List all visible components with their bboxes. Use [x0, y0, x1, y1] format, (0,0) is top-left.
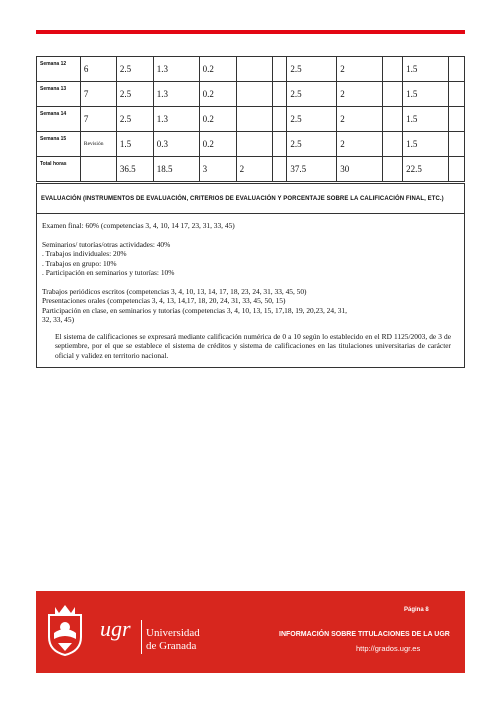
ugr-wordmark: ugr: [100, 616, 131, 641]
table-cell: [383, 107, 403, 132]
table-cell: 1.3: [153, 57, 199, 82]
table-cell: 2.5: [116, 107, 153, 132]
table-cell: 30: [337, 157, 383, 182]
table-cell: [383, 132, 403, 157]
table-cell: [273, 107, 287, 132]
table-cell: [236, 82, 273, 107]
page-number: Página 8: [404, 607, 429, 613]
table-cell: [236, 132, 273, 157]
table-cell: 0.2: [199, 107, 236, 132]
week-label: Total horas: [37, 157, 81, 182]
seminars-line: Seminarios/ tutorías/otras actividades: 40%: [42, 239, 171, 249]
table-cell: [236, 57, 273, 82]
table-cell: 2.5: [287, 57, 337, 82]
evaluation-section: [36, 183, 465, 368]
table-cell: [236, 107, 273, 132]
table-cell: 2: [337, 107, 383, 132]
table-cell: 6: [80, 57, 116, 82]
table-cell: 7: [80, 107, 116, 132]
table-cell: 0.3: [153, 132, 199, 157]
table-cell: 2.5: [287, 132, 337, 157]
table-row: [37, 132, 465, 157]
table-cell: 2.5: [116, 57, 153, 82]
table-cell: [448, 157, 464, 182]
table-cell: 2.5: [116, 82, 153, 107]
table-row: [37, 157, 465, 182]
table-row: [37, 57, 465, 82]
week-label: Semana 13: [37, 82, 81, 107]
table-cell: [273, 132, 287, 157]
university-name-line1: Universidad: [146, 627, 200, 639]
table-cell: 2: [236, 157, 273, 182]
week-label: Semana 14: [37, 107, 81, 132]
table-cell: 2.5: [287, 82, 337, 107]
table-cell: [80, 157, 116, 182]
table-row: [37, 82, 465, 107]
table-cell: 0.2: [199, 132, 236, 157]
periodic-line: Trabajos periódicos escritos (competencias 3, 4, 10, 13, 14, 17, 18, 23, 24, 31, 33, 45, 50): [42, 286, 307, 296]
table-cell: [448, 107, 464, 132]
table-cell: 7: [80, 82, 116, 107]
table-cell: 36.5: [116, 157, 153, 182]
grading-paragraph: El sistema de calificaciones se expresará mediante calificación numérica de 0 a 10 según lo establecido en el RD 1125/2003, de 3 de septiembre, por el que se establece el sistema de créditos y sistema de calificaciones en las titulaciones universitarias de carácter oficial y validez en territorio nacional.: [55, 331, 451, 360]
class-line-cont: 32, 33, 45): [42, 315, 75, 324]
schedule-table: [36, 56, 465, 182]
info-title: INFORMACIÓN SOBRE TITULACIONES DE LA UGR: [279, 631, 450, 638]
evaluation-heading: EVALUACIÓN (INSTRUMENTOS DE EVALUACIÓN, CRITERIOS DE EVALUACIÓN Y PORCENTAJE SOBRE LA CALIFICACIÓN FINAL, ETC.): [37, 184, 464, 214]
group-line: . Trabajos en grupo: 10%: [42, 258, 117, 268]
table-cell: 37.5: [287, 157, 337, 182]
week-label: Semana 12: [37, 57, 81, 82]
table-cell: 2: [337, 57, 383, 82]
table-cell: [448, 57, 464, 82]
table-cell: [273, 82, 287, 107]
university-name-line2: de Granada: [146, 640, 197, 652]
university-seal-icon: [45, 603, 85, 657]
footer-banner: [36, 591, 465, 673]
table-cell: [273, 57, 287, 82]
table-cell: 2: [337, 82, 383, 107]
table-cell: 22.5: [403, 157, 449, 182]
table-cell: 1.5: [403, 82, 449, 107]
table-cell: 1.3: [153, 82, 199, 107]
table-cell: 0.2: [199, 57, 236, 82]
individual-line: . Trabajos individuales: 20%: [42, 249, 127, 258]
table-cell: 2: [337, 132, 383, 157]
table-cell: [273, 157, 287, 182]
table-cell: [383, 57, 403, 82]
table-cell: Revisión: [80, 132, 116, 157]
table-cell: 1.5: [403, 57, 449, 82]
table-cell: 0.2: [199, 82, 236, 107]
table-cell: [448, 132, 464, 157]
table-row: [37, 107, 465, 132]
exam-line: Examen final: 60% (competencias 3, 4, 10, 14 17, 23, 31, 33, 45): [42, 221, 235, 230]
website-link[interactable]: http://grados.ugr.es: [356, 644, 421, 653]
logo-divider: [141, 620, 142, 654]
table-cell: [383, 82, 403, 107]
university-name: [146, 627, 200, 653]
table-cell: 1.5: [403, 107, 449, 132]
week-label: Semana 15: [37, 132, 81, 157]
table-cell: 3: [199, 157, 236, 182]
header-accent-bar: [36, 30, 465, 34]
class-line: Participación en clase, en seminarios y tutorías (competencias 3, 4, 10, 13, 15, 17,18, 19, 20,23, 24, 31,: [42, 305, 348, 315]
table-cell: 1.3: [153, 107, 199, 132]
table-cell: 1.5: [403, 132, 449, 157]
participation-line: . Participación en seminarios y tutorías: 10%: [42, 268, 175, 277]
table-cell: 1.5: [116, 132, 153, 157]
table-cell: [383, 157, 403, 182]
oral-line: Presentaciones orales (competencias 3, 4, 13, 14,17, 18, 20, 24, 31, 33, 45, 50, 15): [42, 296, 286, 305]
table-cell: [448, 82, 464, 107]
table-cell: 2.5: [287, 107, 337, 132]
table-cell: 18.5: [153, 157, 199, 182]
evaluation-body: [37, 214, 464, 362]
